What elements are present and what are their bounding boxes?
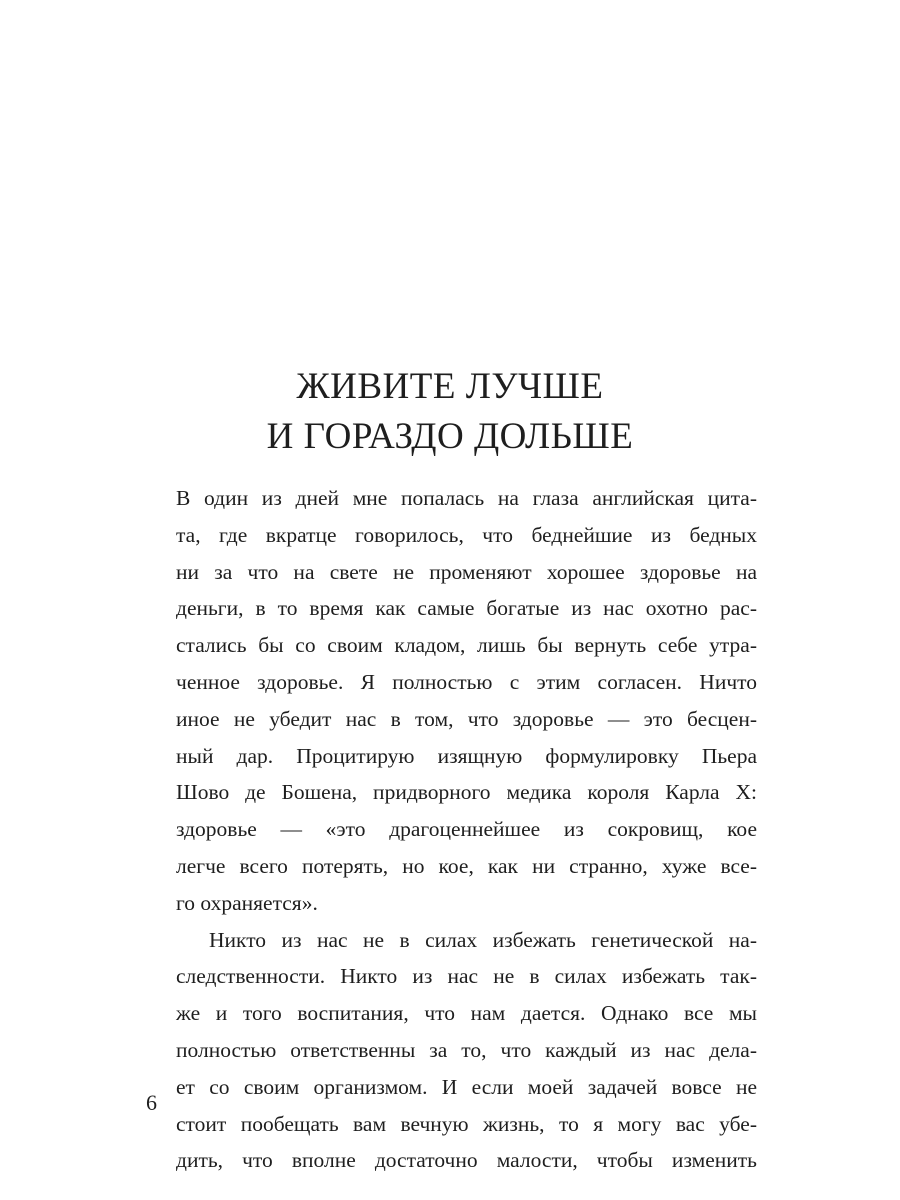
text-line: Никто из нас не в силах избежать генетической на-	[209, 927, 757, 952]
text-line: ченное здоровье. Я полностью с этим согласен. Ничто	[176, 669, 757, 694]
paragraph-1	[176, 480, 757, 922]
chapter-title-line-1: ЖИВИТЕ ЛУЧШЕ	[296, 366, 604, 407]
body-text	[176, 480, 757, 1179]
text-line: полностью ответственны за то, что каждый из нас дела-	[176, 1037, 757, 1062]
text-line: стоит пообещать вам вечную жизнь, то я могу вас убе-	[176, 1111, 757, 1136]
text-line: же и того воспитания, что нам дается. Однако все мы	[176, 1001, 757, 1026]
text-line: стались бы со своим кладом, лишь бы вернуть себе утра-	[176, 633, 757, 658]
text-line: ни за что на свете не променяют хорошее здоровье на	[176, 559, 757, 584]
text-line: Шово де Бошена, придворного медика короля Карла X:	[176, 780, 757, 805]
text-line: деньги, в то время как самые богатые из нас охотно рас-	[176, 596, 757, 621]
text-line: В один из дней мне попалась на глаза английская цита-	[176, 486, 757, 510]
paragraph-2	[176, 922, 757, 1180]
chapter-title	[0, 362, 900, 462]
text-line: го охраняется».	[176, 890, 318, 915]
text-line: следственности. Никто из нас не в силах избежать так-	[176, 964, 757, 989]
chapter-title-line-2: И ГОРАЗДО ДОЛЬШЕ	[266, 416, 634, 457]
text-line: здоровье — «это драгоценнейшее из сокровищ, кое	[176, 817, 757, 842]
text-line: ный дар. Процитирую изящную формулировку Пьера	[176, 743, 757, 768]
text-line: та, где вкратце говорилось, что беднейшие из бедных	[176, 522, 757, 547]
text-line: ет со своим организмом. И если моей задачей вовсе не	[176, 1074, 757, 1099]
page-number: 6	[146, 1090, 157, 1115]
text-line: иное не убедит нас в том, что здоровье — это бесцен-	[176, 706, 757, 731]
text-line: дить, что вполне достаточно малости, чтобы изменить	[176, 1148, 757, 1173]
text-line: легче всего потерять, но кое, как ни странно, хуже все-	[176, 853, 757, 878]
